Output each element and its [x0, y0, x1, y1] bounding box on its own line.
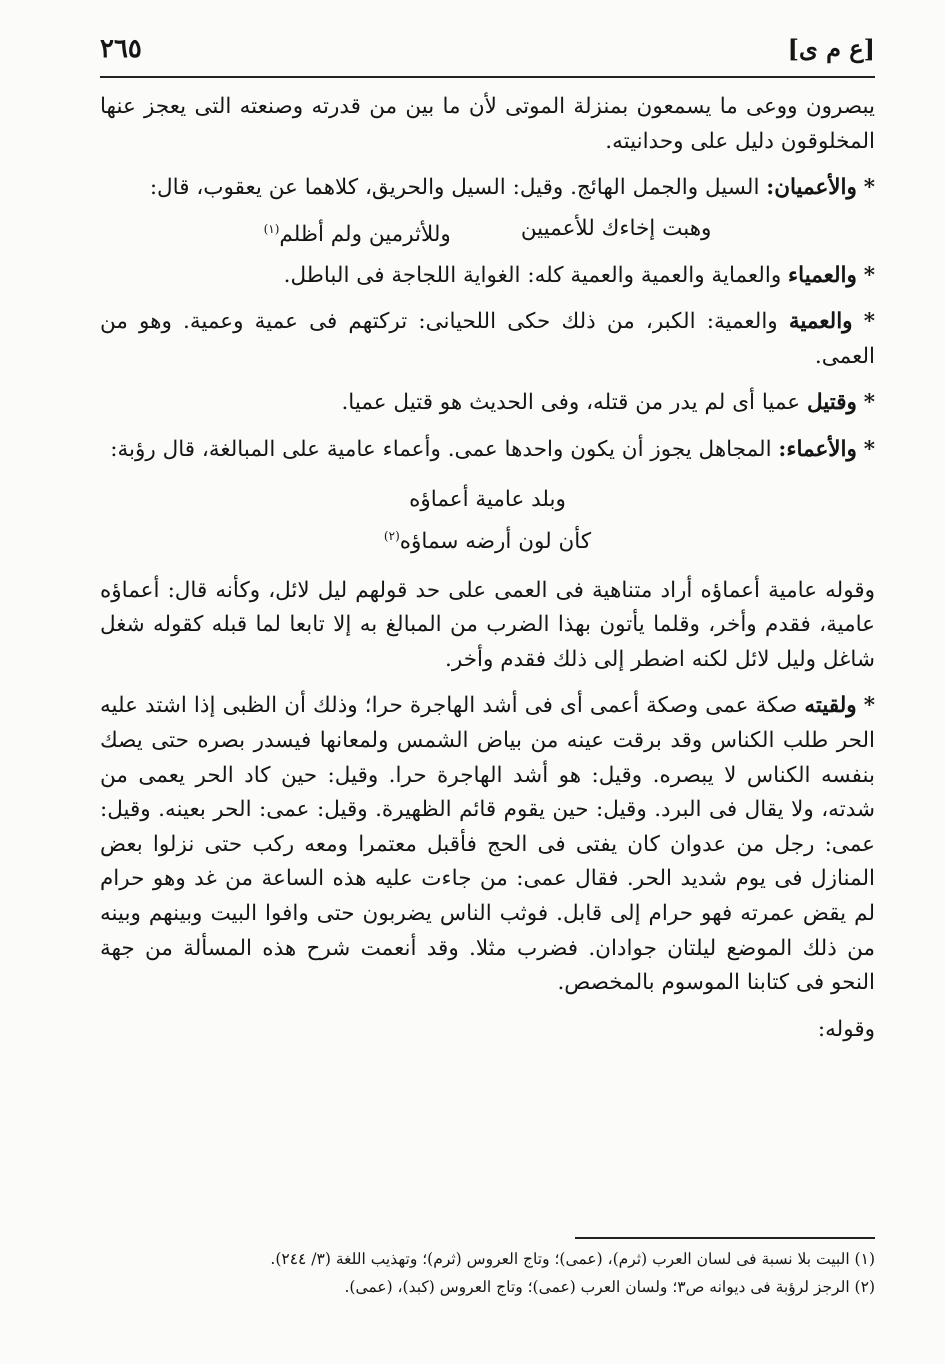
paragraph: * وقتيل عميا أى لم يدر من قتله، وفى الحديث هو قتيل عميا.	[341, 390, 875, 416]
paragraph: وقوله عامية أعماؤه أراد متناهية فى العمى على حد قولهم ليل لائل، وكأنه قال: أعماؤه عامية، فقدم وأخر، وقلما يأتون بهذا الضرب من المبالغ به إلا تابعا لما قبله كقوله شغل شاغل وليل لائل لكنه اضطر إلى ذلك فقدم وأخر.	[100, 577, 875, 672]
header-rule	[100, 76, 875, 78]
paragraph: * والأعميان: السيل والجمل الهائج. وقيل: السيل والحريق، كلاهما عن يعقوب، قال:	[149, 175, 875, 201]
rajaz-verse	[100, 482, 875, 560]
footnote: (١) البيت بلا نسبة فى لسان العرب (ثرم)، (عمى)؛ وتاج العروس (ثرم)؛ وتهذيب اللغة (٣/ ٢٤٤).	[270, 1250, 875, 1268]
page-header	[100, 30, 875, 70]
paragraph: وقوله:	[817, 1016, 875, 1042]
main-text	[100, 90, 875, 1059]
footnote-ref: (١)	[263, 221, 280, 236]
verse-hemistich-right: وهبت إخاءك للأعميين	[520, 215, 712, 241]
paragraph: * ولقيته صكة عمى وصكة أعمى أى فى أشد الهاجرة حرا؛ وذلك أن الظبى إذا اشتد عليه الحر طلب الكناس وقد برقت عينه من بياض الشمس ولمعانها فيسدر بصره حتى يصك بنفسه الكناس لا يبصره. وقيل: هو أشد الهاجرة حرا. وقيل: حين كاد الحر يعمى من شدته، ولا يقال فى البرد. وقيل: حين يقوم قائم الظهيرة. وقيل: عمى: الحر بعينه. وقيل: عمى: رجل من عدوان كان يفتى فى الحج فأقبل معتمرا ومعه ركب حتى نزلوا بعض المنازل فى يوم شديد الحر. فقال عمى: من جاءت عليه هذه الساعة من غد وهو حرام لم يقض عمرته فهو حرام إلى قابل. فوثب الناس يضربون حتى وافوا البيت وبينهم وبينه من ذلك الموضع ليلتان جوادان. فضرب مثلا. وقد أنعمت شرح هذه المسألة من جهة النحو فى كتابنا الموسوم بالمخصص.	[100, 693, 876, 996]
footnote-rule	[575, 1237, 875, 1239]
paragraph: * والعمية والعمية: الكبر، من ذلك حكى اللحيانى: تركتهم فى عمية وعمية. وهو من العمى.	[100, 309, 875, 369]
headword-root: [ع م ى]	[787, 34, 875, 63]
footnote: (٢) الرجز لرؤبة فى ديوانه ص٣؛ ولسان العرب (عمى)؛ وتاج العروس (كبد)، (عمى).	[344, 1278, 875, 1296]
paragraph: * والعمياء والعماية والعمية والعمية كله: الغواية اللجاجة فى الباطل.	[283, 262, 875, 288]
rajaz-line: كأن لون أرضه سماؤه$^{(٢)}$	[383, 528, 592, 554]
paragraph: يبصرون ووعى ما يسمعون بمنزلة الموتى لأن ما بين من قدرته وصنعته التى يعجز عنها المخلوقون دليل على وحدانيته.	[100, 94, 875, 154]
paragraph: * والأعماء: المجاهل يجوز أن يكون واحدها عمى. وأعماء عامية على المبالغة، قال رؤبة:	[110, 436, 875, 462]
verse-hemistich-left: وللأثرمين ولم أظلم$^{(١)}$	[263, 221, 451, 247]
verse	[100, 212, 875, 253]
footnotes	[100, 1245, 875, 1301]
footnote-ref: (٢)	[383, 528, 400, 543]
page-number: ٢٦٥	[100, 34, 142, 64]
rajaz-line: وبلد عامية أعماؤه	[409, 486, 566, 512]
